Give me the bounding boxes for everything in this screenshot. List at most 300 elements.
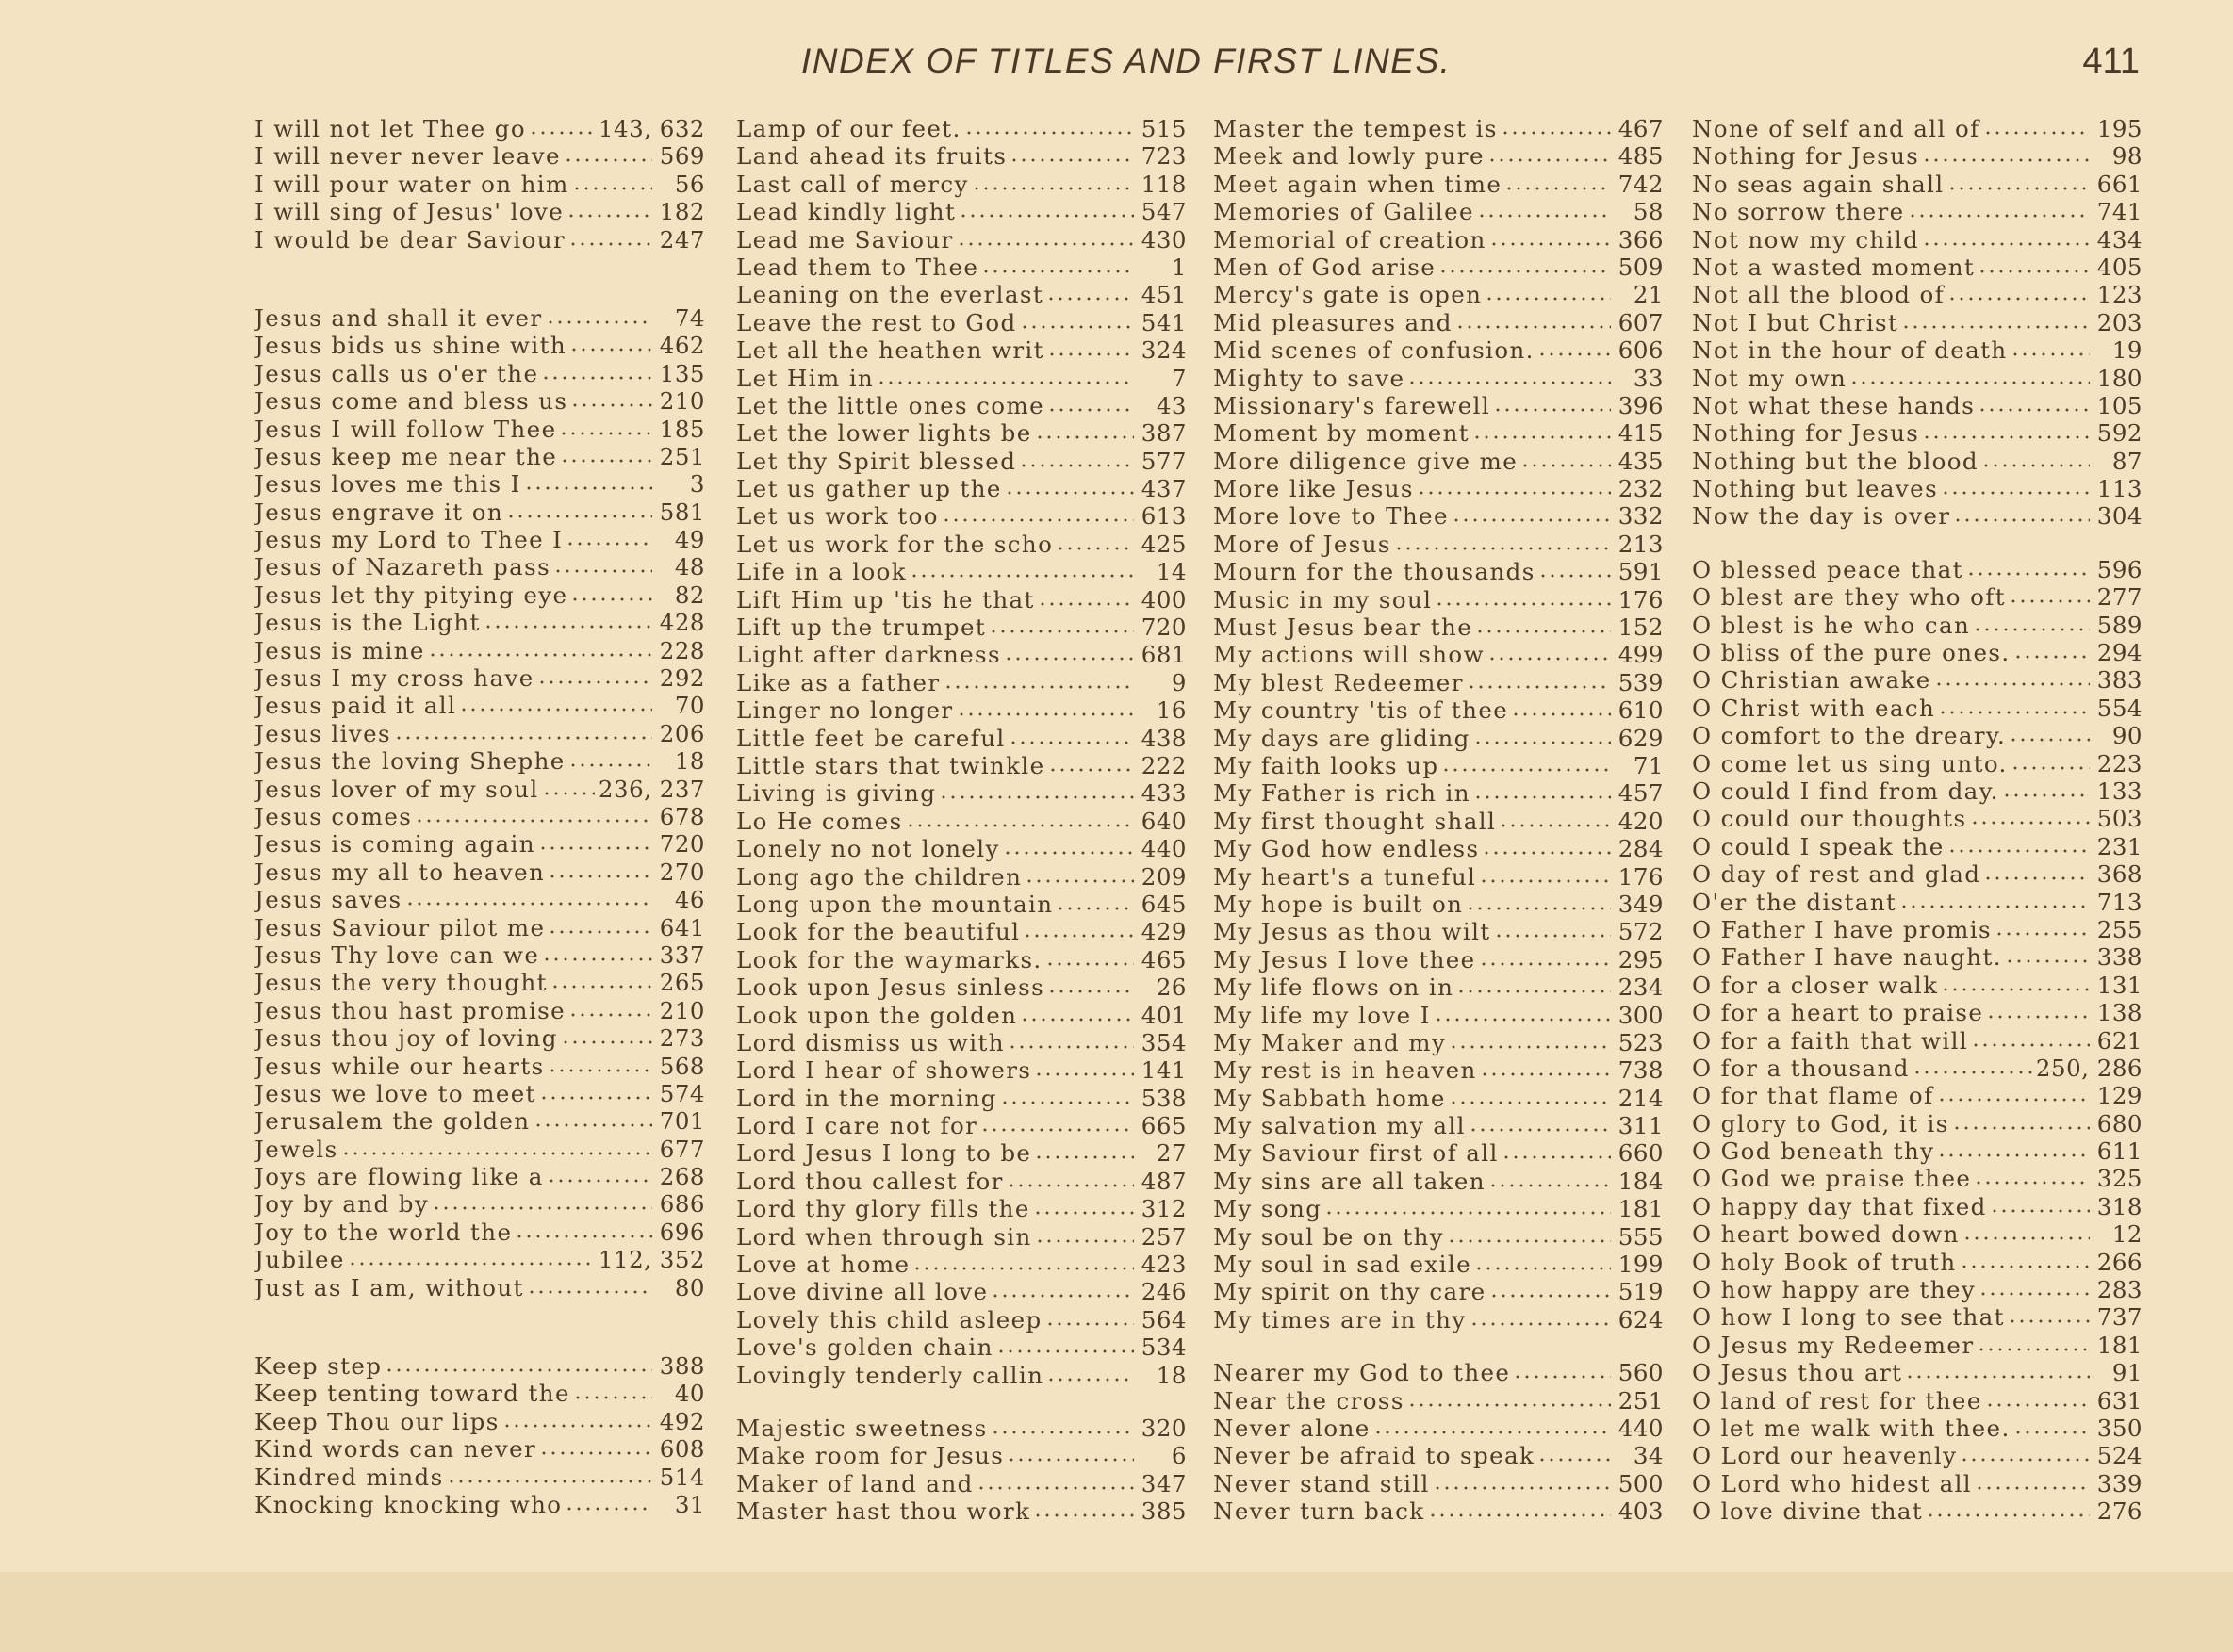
entry-title: O Lord who hidest all xyxy=(1692,1469,1973,1497)
index-entry xyxy=(736,1139,1187,1167)
index-entry xyxy=(736,1415,1187,1442)
entry-page-number: 349 xyxy=(1617,890,1664,918)
entry-title: No sorrow there xyxy=(1692,198,1905,226)
entry-page-number: 354 xyxy=(1141,1028,1187,1056)
dot-leader xyxy=(877,377,1134,386)
entry-title: Land ahead its fruits xyxy=(736,142,1008,171)
dot-leader xyxy=(1479,875,1611,885)
entry-page-number: 231 xyxy=(2096,832,2143,860)
page-number: 411 xyxy=(2082,41,2140,81)
index-entry xyxy=(1213,1002,1664,1029)
index-entry xyxy=(736,309,1187,336)
dot-leader xyxy=(1456,986,1611,995)
index-entry xyxy=(1692,336,2143,364)
entry-page-number: 80 xyxy=(674,1273,705,1301)
entry-title: Lovingly tenderly callin xyxy=(736,1361,1044,1389)
entry-title: Jesus the loving Shephe xyxy=(254,747,566,776)
entry-title: Not in the hour of death xyxy=(1692,336,2008,365)
index-entry xyxy=(1692,171,2143,198)
entry-title: Linger no longer xyxy=(736,696,954,725)
entry-title: Mercy's gate is open xyxy=(1213,281,1483,309)
entry-title: Jesus thou hast promise xyxy=(254,996,566,1024)
entry-title: O day of rest and glad xyxy=(1692,860,1981,889)
entry-title: My actions will show xyxy=(1213,641,1485,669)
dot-leader xyxy=(910,570,1134,580)
dot-leader xyxy=(1045,958,1134,968)
index-entry xyxy=(1692,392,2143,419)
index-entry xyxy=(254,416,705,443)
entry-title: Jesus is mine xyxy=(254,636,425,664)
entry-page-number: 31 xyxy=(674,1490,705,1518)
dot-leader xyxy=(542,788,595,797)
index-entry xyxy=(1213,1223,1664,1251)
index-entry xyxy=(1213,1442,1664,1469)
index-entry xyxy=(1692,226,2143,254)
index-entry xyxy=(1213,1387,1664,1415)
index-entry xyxy=(736,365,1187,392)
index-entry xyxy=(736,1085,1187,1112)
entry-title: Not all the blood of xyxy=(1692,281,1946,309)
entry-page-number: 251 xyxy=(1617,1386,1664,1415)
entry-title: Jesus we love to meet xyxy=(254,1079,536,1107)
entry-title: My faith looks up xyxy=(1213,751,1439,779)
entry-page-number: 246 xyxy=(1141,1278,1187,1306)
entry-title: Mighty to save xyxy=(1213,364,1405,392)
dot-leader xyxy=(1046,1374,1134,1383)
dot-leader xyxy=(1899,901,2090,910)
entry-page-number: 181 xyxy=(1617,1195,1664,1223)
entry-title: My salvation my all xyxy=(1213,1112,1466,1140)
dot-leader xyxy=(515,1231,652,1240)
dot-leader xyxy=(538,842,652,852)
entry-page-number: 49 xyxy=(674,526,705,554)
entry-page-number: 451 xyxy=(1141,281,1187,309)
entry-page-number: 247 xyxy=(659,225,705,254)
entry-title: Jesus loves me this I xyxy=(254,470,521,499)
index-entry xyxy=(1692,1387,2143,1415)
dot-leader xyxy=(2009,596,2090,605)
entry-title: Mid pleasures and xyxy=(1213,308,1453,336)
entry-page-number: 270 xyxy=(659,858,705,886)
index-entry xyxy=(254,1024,705,1052)
entry-page-number: 236, 237 xyxy=(598,775,705,803)
entry-title: Moment by moment xyxy=(1213,419,1470,448)
entry-page-number: 131 xyxy=(2096,971,2143,999)
entry-title: Jesus keep me near the xyxy=(254,442,558,470)
entry-page-number: 266 xyxy=(2096,1248,2143,1276)
entry-title: Lift up the trumpet xyxy=(736,613,987,642)
entry-page-number: 113 xyxy=(2096,475,2143,503)
entry-title: Jesus let thy pitying eye xyxy=(254,581,568,609)
index-entry xyxy=(254,1352,705,1380)
entry-title: Lord dismiss us with xyxy=(736,1028,1005,1056)
entry-title: I will not let Thee go xyxy=(254,115,527,142)
index-group-n xyxy=(1213,1359,1664,1525)
index-entry xyxy=(1213,1139,1664,1167)
index-entry xyxy=(1213,1056,1664,1084)
entry-page-number: 686 xyxy=(659,1190,705,1219)
entry-page-number: 366 xyxy=(1617,225,1664,254)
index-group-o xyxy=(1692,556,2143,1526)
entry-title: Jesus while our hearts xyxy=(254,1052,545,1080)
dot-leader xyxy=(1973,624,2090,633)
entry-title: My Saviour first of all xyxy=(1213,1139,1499,1168)
entry-title: Let us work too xyxy=(736,502,939,531)
index-entry xyxy=(1213,502,1664,530)
entry-title: O heart bowed down xyxy=(1692,1220,1960,1249)
dot-leader xyxy=(1947,845,2090,855)
entry-title: Never alone xyxy=(1213,1414,1371,1442)
dot-leader xyxy=(1908,210,2090,220)
dot-leader xyxy=(2011,349,2090,358)
entry-title: Jubilee xyxy=(254,1246,345,1274)
dot-leader xyxy=(1952,1122,2090,1132)
entry-title: Let us gather up the xyxy=(736,475,1002,503)
index-entry xyxy=(1213,336,1664,364)
dot-leader xyxy=(568,760,652,769)
entry-title: O Jesus thou art xyxy=(1692,1359,1903,1387)
entry-page-number: 98 xyxy=(2111,142,2143,171)
dot-leader xyxy=(1005,487,1134,497)
entry-page-number: 500 xyxy=(1617,1469,1664,1497)
entry-page-number: 581 xyxy=(659,498,705,526)
entry-page-number: 105 xyxy=(2096,391,2143,419)
dot-leader xyxy=(1433,1482,1611,1492)
entry-title: O glory to God, it is xyxy=(1692,1109,1949,1137)
dot-leader xyxy=(1977,1344,2090,1353)
entry-title: O land of rest for thee xyxy=(1692,1386,1982,1415)
index-entry xyxy=(1692,1249,2143,1276)
index-entry xyxy=(1213,1497,1664,1525)
index-group-i xyxy=(254,115,705,254)
entry-page-number: 523 xyxy=(1617,1028,1664,1056)
entry-page-number: 420 xyxy=(1617,807,1664,835)
entry-page-number: 572 xyxy=(1617,918,1664,946)
dot-leader xyxy=(1960,1454,2090,1464)
entry-page-number: 465 xyxy=(1141,945,1187,973)
entry-title: Jesus is coming again xyxy=(254,830,535,859)
index-entry xyxy=(1692,1082,2143,1109)
index-entry xyxy=(736,1278,1187,1305)
entry-page-number: 428 xyxy=(659,609,705,637)
entry-title: O how happy are they xyxy=(1692,1276,1977,1304)
index-entry xyxy=(254,1219,705,1246)
index-entry xyxy=(1213,891,1664,918)
entry-page-number: 7 xyxy=(1171,364,1187,392)
index-entry xyxy=(1692,722,2143,749)
entry-title: My Sabbath home xyxy=(1213,1084,1446,1112)
entry-title: Let Him in xyxy=(736,364,875,392)
entry-page-number: 18 xyxy=(1156,1361,1187,1389)
entry-title: My Jesus as thou wilt xyxy=(1213,918,1491,946)
index-entry xyxy=(736,696,1187,724)
entry-title: Lord thou callest for xyxy=(736,1167,1004,1195)
entry-title: Memorial of creation xyxy=(1213,225,1486,254)
index-entry xyxy=(1213,946,1664,973)
entry-title: Jesus lives xyxy=(254,719,392,747)
index-entry xyxy=(736,835,1187,862)
dot-leader xyxy=(1985,1399,2090,1409)
dot-leader xyxy=(1480,1069,1611,1078)
entry-title: Jesus the very thought xyxy=(254,969,548,997)
dot-leader xyxy=(1494,930,1611,940)
entry-page-number: 143, 632 xyxy=(598,115,705,142)
index-entry xyxy=(736,1029,1187,1056)
entry-page-number: 574 xyxy=(659,1079,705,1107)
dot-leader xyxy=(1499,820,1611,829)
entry-title: Long ago the children xyxy=(736,862,1023,891)
index-entry xyxy=(254,443,705,470)
index-entry xyxy=(1213,725,1664,752)
dot-leader xyxy=(1941,487,2090,497)
entry-page-number: 182 xyxy=(659,198,705,226)
index-group-m xyxy=(736,1415,1187,1526)
dot-leader xyxy=(348,1258,595,1268)
entry-title: Mid scenes of confusion. xyxy=(1213,336,1535,365)
entry-title: Look for the waymarks. xyxy=(736,945,1043,973)
dot-leader xyxy=(428,649,652,659)
index-column-1 xyxy=(254,115,705,1518)
entry-title: Not what these hands xyxy=(1692,391,1976,419)
entry-title: O God beneath thy xyxy=(1692,1137,1935,1166)
dot-leader xyxy=(1047,986,1134,995)
index-entry xyxy=(254,1435,705,1463)
entry-title: Jesus is the Light xyxy=(254,609,481,637)
entry-page-number: 608 xyxy=(659,1435,705,1464)
dot-leader xyxy=(1479,958,1611,968)
entry-title: O for a faith that will xyxy=(1692,1026,1969,1055)
index-entry xyxy=(736,531,1187,558)
dot-leader xyxy=(568,1009,652,1019)
index-entry xyxy=(1692,943,2143,971)
index-entry xyxy=(1213,808,1664,835)
entry-title: Meet again when time xyxy=(1213,170,1502,198)
index-entry xyxy=(736,198,1187,225)
index-group-l xyxy=(736,115,1187,1389)
entry-page-number: 437 xyxy=(1141,475,1187,503)
entry-title: O'er the distant xyxy=(1692,888,1897,916)
entry-page-number: 435 xyxy=(1617,447,1664,475)
dot-leader xyxy=(957,238,1134,248)
dot-leader xyxy=(906,820,1134,829)
entry-title: Lord thy glory fills the xyxy=(736,1195,1030,1223)
entry-page-number: 18 xyxy=(674,747,705,776)
page-title: INDEX OF TITLES AND FIRST LINES. xyxy=(801,41,1452,80)
dot-leader xyxy=(537,677,652,686)
entry-title: My country 'tis of thee xyxy=(1213,696,1509,725)
entry-title: Jesus my Lord to Thee I xyxy=(254,526,564,554)
entry-page-number: 199 xyxy=(1617,1251,1664,1279)
index-entry xyxy=(736,392,1187,419)
entry-title: More like Jesus xyxy=(1213,475,1414,503)
dot-leader xyxy=(550,981,652,990)
entry-page-number: 70 xyxy=(674,692,705,720)
entry-title: My days are gliding xyxy=(1213,724,1470,752)
entry-title: Keep tenting toward the xyxy=(254,1380,570,1408)
entry-title: My times are in thy xyxy=(1213,1305,1467,1333)
index-entry xyxy=(254,776,705,803)
dot-leader xyxy=(1901,321,2090,331)
entry-title: O Christ with each xyxy=(1692,694,1936,722)
index-entry xyxy=(736,558,1187,585)
entry-page-number: 613 xyxy=(1141,502,1187,531)
entry-title: My life flows on in xyxy=(1213,973,1454,1002)
entry-page-number: 209 xyxy=(1141,862,1187,891)
entry-page-number: 255 xyxy=(2096,915,2143,943)
dot-leader xyxy=(1482,847,1611,857)
dot-leader xyxy=(1934,679,2090,688)
entry-page-number: 629 xyxy=(1617,724,1664,752)
entry-page-number: 440 xyxy=(1141,835,1187,863)
entry-title: O blessed peace that xyxy=(1692,555,1963,583)
entry-title: Let thy Spirit blessed xyxy=(736,447,1017,475)
entry-title: O Christian awake xyxy=(1692,666,1931,695)
entry-title: Maker of land and xyxy=(736,1469,974,1497)
entry-page-number: 433 xyxy=(1141,779,1187,808)
index-entry xyxy=(254,1464,705,1491)
index-entry xyxy=(1213,254,1664,281)
index-entry xyxy=(1692,1303,2143,1331)
index-entry xyxy=(1213,531,1664,558)
entry-title: Not a wasted moment xyxy=(1692,253,1976,281)
entry-title: Just as I am, without xyxy=(254,1273,524,1301)
dot-leader xyxy=(1990,1205,2090,1215)
dot-leader xyxy=(2011,762,2090,772)
entry-page-number: 645 xyxy=(1141,890,1187,918)
entry-page-number: 509 xyxy=(1617,253,1664,281)
entry-page-number: 123 xyxy=(2096,281,2143,309)
entry-page-number: 304 xyxy=(2096,502,2143,531)
index-entry xyxy=(1213,752,1664,779)
entry-title: My hope is built on xyxy=(1213,890,1464,918)
entry-page-number: 118 xyxy=(1141,170,1187,198)
entry-title: Keep Thou our lips xyxy=(254,1407,500,1435)
entry-title: Kind words can never xyxy=(254,1435,537,1464)
index-entry xyxy=(254,332,705,359)
index-entry xyxy=(1213,1470,1664,1497)
dot-leader xyxy=(1007,1180,1134,1189)
dot-leader xyxy=(1324,1207,1611,1217)
entry-page-number: 9 xyxy=(1171,668,1187,696)
index-entry xyxy=(1692,999,2143,1026)
dot-leader xyxy=(566,538,652,548)
dot-leader xyxy=(977,1482,1134,1492)
dot-leader xyxy=(1441,764,1611,774)
index-entry xyxy=(1692,1193,2143,1220)
index-entry xyxy=(1213,419,1664,447)
dot-leader xyxy=(989,626,1134,635)
index-entry xyxy=(736,1442,1187,1469)
entry-page-number: 524 xyxy=(2096,1442,2143,1470)
index-group-k xyxy=(254,1352,705,1518)
index-entry xyxy=(254,747,705,775)
entry-title: O let me walk with thee. xyxy=(1692,1414,2011,1442)
index-entry xyxy=(1213,586,1664,613)
entry-title: Not now my child xyxy=(1692,225,1920,254)
entry-title: Lo He comes xyxy=(736,807,903,835)
dot-leader xyxy=(1477,210,1611,220)
entry-page-number: 213 xyxy=(1617,530,1664,558)
index-entry xyxy=(1213,558,1664,585)
entry-page-number: 325 xyxy=(2096,1165,2143,1193)
index-entry xyxy=(736,1056,1187,1084)
entry-title: O could I find from day. xyxy=(1692,777,1999,805)
index-entry xyxy=(1692,1276,2143,1303)
dot-leader xyxy=(1537,349,1611,358)
dot-leader xyxy=(1008,1041,1134,1051)
index-entry xyxy=(736,281,1187,308)
dot-leader xyxy=(1056,543,1134,552)
dot-leader xyxy=(1520,460,1611,469)
entry-page-number: 6 xyxy=(1171,1442,1187,1470)
index-entry xyxy=(1692,1497,2143,1525)
entry-page-number: 503 xyxy=(2096,805,2143,833)
entry-page-number: 265 xyxy=(659,969,705,997)
entry-page-number: 596 xyxy=(2096,555,2143,583)
index-entry xyxy=(254,637,705,664)
entry-title: Lord I care not for xyxy=(736,1112,978,1140)
dot-leader xyxy=(2013,651,2090,661)
entry-page-number: 228 xyxy=(659,636,705,664)
dot-leader xyxy=(415,815,652,825)
dot-leader xyxy=(561,1037,652,1046)
entry-title: Now the day is over xyxy=(1692,502,1951,531)
entry-page-number: 277 xyxy=(2096,583,2143,612)
entry-page-number: 591 xyxy=(1617,558,1664,586)
index-entry xyxy=(254,1246,705,1273)
index-entry xyxy=(736,808,1187,835)
entry-title: Near the cross xyxy=(1213,1386,1404,1415)
entry-title: My soul in sad exile xyxy=(1213,1251,1471,1279)
index-entry xyxy=(254,499,705,526)
dot-leader xyxy=(1489,238,1611,248)
entry-title: Nothing for Jesus xyxy=(1692,142,1920,171)
dot-leader xyxy=(566,210,652,220)
index-entry xyxy=(736,779,1187,807)
dot-leader xyxy=(1511,709,1611,718)
index-entry xyxy=(1213,475,1664,502)
entry-page-number: 592 xyxy=(2096,419,2143,448)
index-entry xyxy=(736,725,1187,752)
entry-title: Life in a look xyxy=(736,558,908,586)
dot-leader xyxy=(2005,956,2090,965)
entry-page-number: 720 xyxy=(659,830,705,859)
entry-title: Jesus my all to heaven xyxy=(254,858,546,886)
dot-leader xyxy=(572,183,652,192)
dot-leader xyxy=(1913,1067,2032,1076)
entry-page-number: 606 xyxy=(1617,336,1664,365)
entry-page-number: 112, 352 xyxy=(598,1246,705,1274)
dot-leader xyxy=(1978,404,2090,414)
entry-title: My blest Redeemer xyxy=(1213,668,1464,696)
entry-page-number: 90 xyxy=(2111,722,2143,750)
entry-page-number: 457 xyxy=(1617,779,1664,808)
entry-page-number: 425 xyxy=(1141,530,1187,558)
dot-leader xyxy=(539,1448,652,1457)
dot-leader xyxy=(1979,1288,2090,1298)
index-entry xyxy=(254,1380,705,1407)
dot-leader xyxy=(1394,543,1611,552)
entry-page-number: 610 xyxy=(1617,696,1664,725)
entry-title: Living is giving xyxy=(736,779,937,808)
entry-page-number: 27 xyxy=(1156,1139,1187,1168)
dot-leader xyxy=(1470,1318,1611,1328)
dot-leader xyxy=(1485,293,1611,303)
dot-leader xyxy=(1849,377,2090,386)
entry-page-number: 141 xyxy=(1141,1056,1187,1085)
entry-title: Let the little ones come xyxy=(736,391,1044,419)
entry-page-number: 176 xyxy=(1617,862,1664,891)
